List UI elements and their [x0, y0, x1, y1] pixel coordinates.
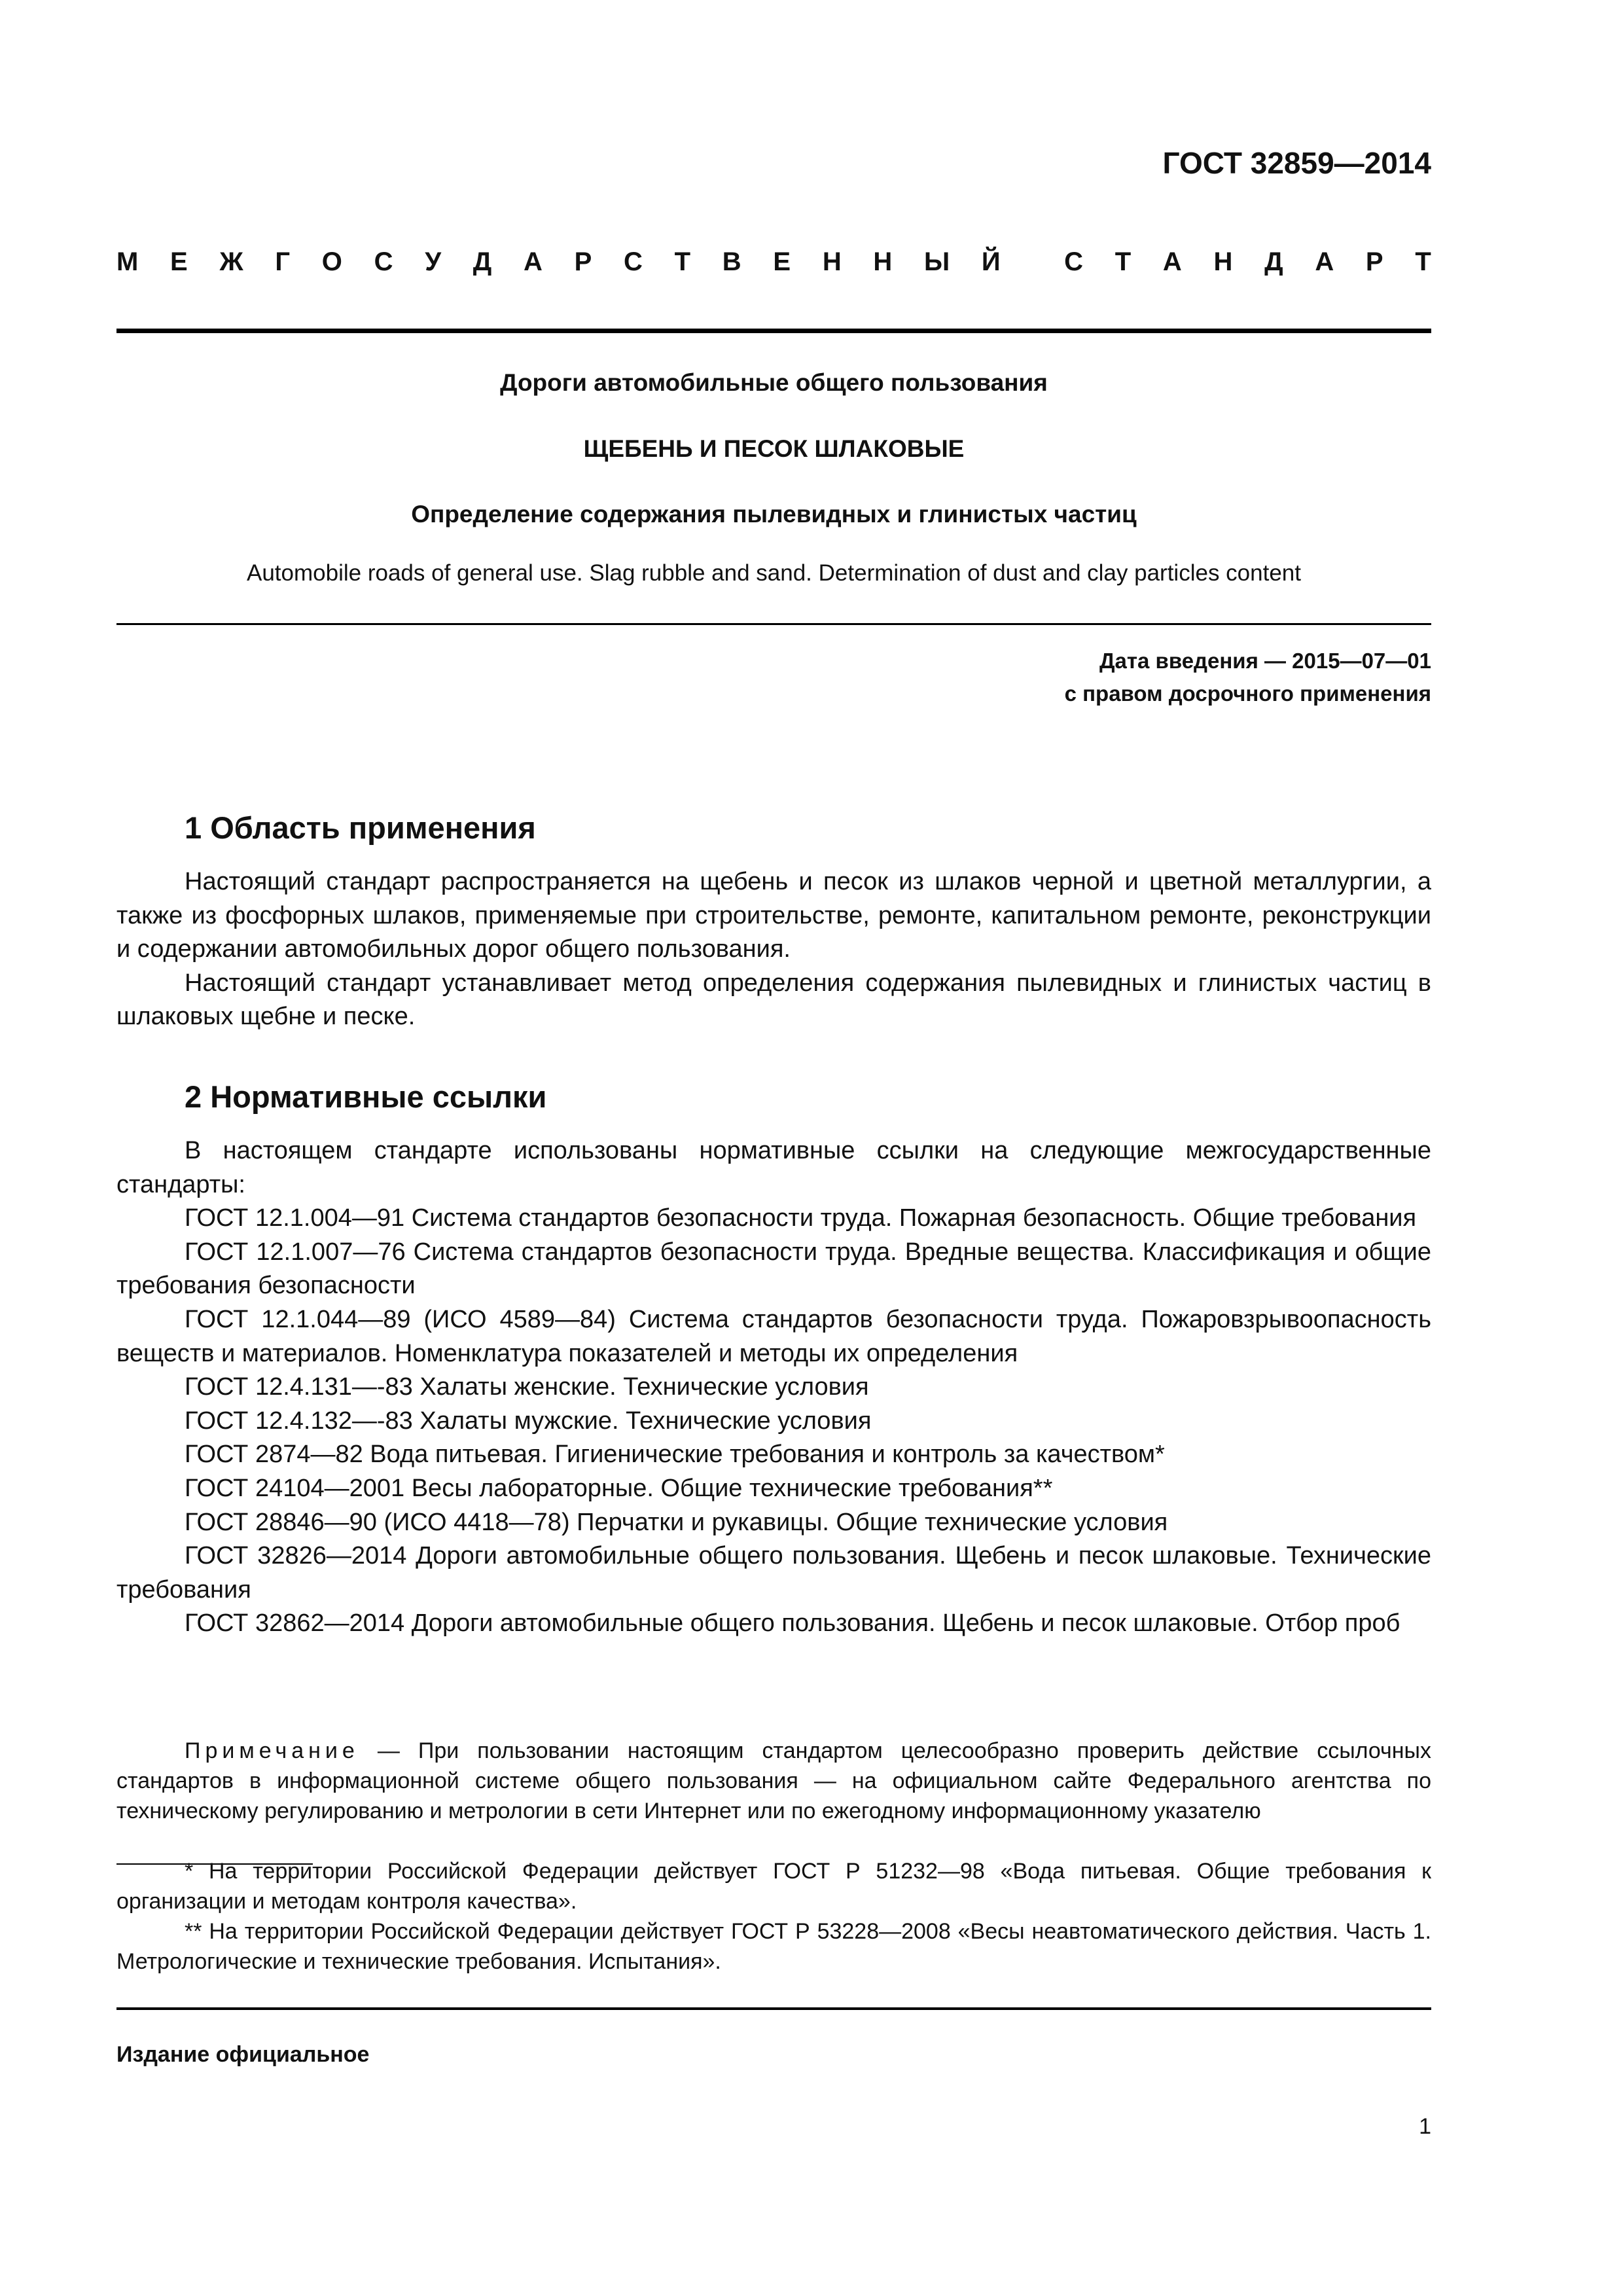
banner-letter: М — [116, 247, 139, 276]
reference-item: ГОСТ 32862—2014 Дороги автомобильные общего пользования. Щебень и песок шлаковые. Отбор проб — [185, 1609, 1400, 1638]
banner-letter: Ж — [219, 247, 243, 276]
banner-letter: Й — [981, 247, 1001, 276]
banner-letter: Р — [1365, 247, 1383, 276]
banner-letter: Н — [1213, 247, 1233, 276]
banner-letter: В — [722, 247, 741, 276]
footnote: ** На территории Российской Федерации действует ГОСТ Р 53228—2008 «Весы неавтоматического действия. Часть 1. Метрологические и технические требования. Испытания». — [116, 1919, 1431, 1974]
banner-letter: Н — [822, 247, 842, 276]
banner-letter: С — [374, 247, 393, 276]
date-line-1: Дата введения — 2015—07—01 — [1099, 649, 1431, 673]
banner-letter: Ы — [924, 247, 950, 276]
note-text: — При пользовании настоящим стандартом целесообразно проверить действие ссылочных стандартов в информационной системе общего пользования — на официальном сайте Федерального агентства по техническому регулированию и метрологии в сети Интернет или по ежегодному информационному указателю — [116, 1738, 1431, 1823]
banner-letter: А — [1315, 247, 1334, 276]
footnotes — [116, 1856, 1431, 1977]
page-number: 1 — [1419, 2114, 1431, 2139]
paragraph: В настоящем стандарте использованы нормативные ссылки на следующие межгосударственные стандарты: — [116, 1137, 1431, 1198]
section-1-body — [116, 865, 1431, 1034]
banner-letter: Т — [1115, 247, 1132, 276]
banner-letter: Т — [1415, 247, 1431, 276]
banner-letter: А — [1162, 247, 1182, 276]
date-line-2: с правом досрочного применения — [1064, 681, 1431, 706]
effective-date — [1065, 645, 1431, 710]
banner-letter: Р — [574, 247, 592, 276]
reference-item: ГОСТ 12.1.007—76 Система стандартов безопасности труда. Вредные вещества. Классификация и общие требования безопасности — [116, 1238, 1431, 1300]
paragraph: Настоящий стандарт распространяется на щебень и песок из шлаков черной и цветной металлургии, а также из фосфорных шлаков, применяемые при строительстве, ремонте, капитальном ремонте, реконструкции и содержании автомобильных дорог общего пользования. — [116, 868, 1431, 963]
standard-designation: ГОСТ 32859—2014 — [1162, 146, 1431, 180]
reference-item: ГОСТ 28846—90 (ИСО 4418—78) Перчатки и рукавицы. Общие технические условия — [185, 1508, 1168, 1536]
banner-letter: Г — [275, 247, 291, 276]
reference-item: ГОСТ 12.4.132—-83 Халаты мужские. Технические условия — [185, 1407, 872, 1435]
reference-item: ГОСТ 12.1.004—91 Система стандартов безопасности труда. Пожарная безопасность. Общие требования — [185, 1204, 1417, 1232]
banner-letter: С — [1064, 247, 1083, 276]
footer-rule — [116, 2007, 1431, 2010]
reference-item: ГОСТ 12.1.044—89 (ИСО 4589—84) Система стандартов безопасности труда. Пожаровзрывоопасность веществ и материалов. Номенклатура показателей и методы их определения — [116, 1305, 1431, 1367]
title-rule — [116, 623, 1431, 625]
reference-item: ГОСТ 12.4.131—-83 Халаты женские. Технические условия — [185, 1373, 869, 1401]
title-line-2: ЩЕБЕНЬ И ПЕСОК ШЛАКОВЫЕ — [583, 435, 965, 462]
banner-letter: Н — [873, 247, 893, 276]
note-label: Примечание — [185, 1738, 359, 1763]
section-2-heading: 2 Нормативные ссылки — [185, 1079, 547, 1114]
reference-item: ГОСТ 2874—82 Вода питьевая. Гигиенические требования и контроль за качеством* — [185, 1441, 1165, 1469]
header-rule — [116, 329, 1431, 333]
banner-letter: А — [524, 247, 543, 276]
official-edition: Издание официальное — [116, 2042, 370, 2067]
banner-letter: Е — [773, 247, 791, 276]
note — [116, 1736, 1431, 1826]
banner-letter: С — [624, 247, 643, 276]
reference-item: ГОСТ 24104—2001 Весы лабораторные. Общие технические требования** — [185, 1474, 1053, 1502]
reference-item: ГОСТ 32826—2014 Дороги автомобильные общего пользования. Щебень и песок шлаковые. Технические требования — [116, 1542, 1431, 1604]
title-line-1: Дороги автомобильные общего пользования — [500, 369, 1048, 396]
section-2-body — [116, 1134, 1431, 1641]
title-english: Automobile roads of general use. Slag rubble and sand. Determination of dust and clay particles content — [247, 560, 1301, 586]
banner-letter: Т — [674, 247, 691, 276]
footnote: * На территории Российской Федерации действует ГОСТ Р 51232—98 «Вода питьевая. Общие требования к организации и методам контроля качества». — [116, 1859, 1431, 1914]
banner-letter: Е — [170, 247, 188, 276]
paragraph: Настоящий стандарт устанавливает метод определения содержания пылевидных и глинистых частиц в шлаковых щебне и песке. — [116, 969, 1431, 1031]
banner-letter: О — [321, 247, 342, 276]
title-line-3: Определение содержания пылевидных и глинистых частиц — [411, 501, 1137, 528]
banner-letter: Д — [473, 247, 492, 276]
interstate-standard-banner — [116, 247, 1431, 277]
banner-letter: У — [425, 247, 442, 276]
banner-letter: Д — [1264, 247, 1283, 276]
section-1-heading: 1 Область применения — [185, 810, 536, 845]
